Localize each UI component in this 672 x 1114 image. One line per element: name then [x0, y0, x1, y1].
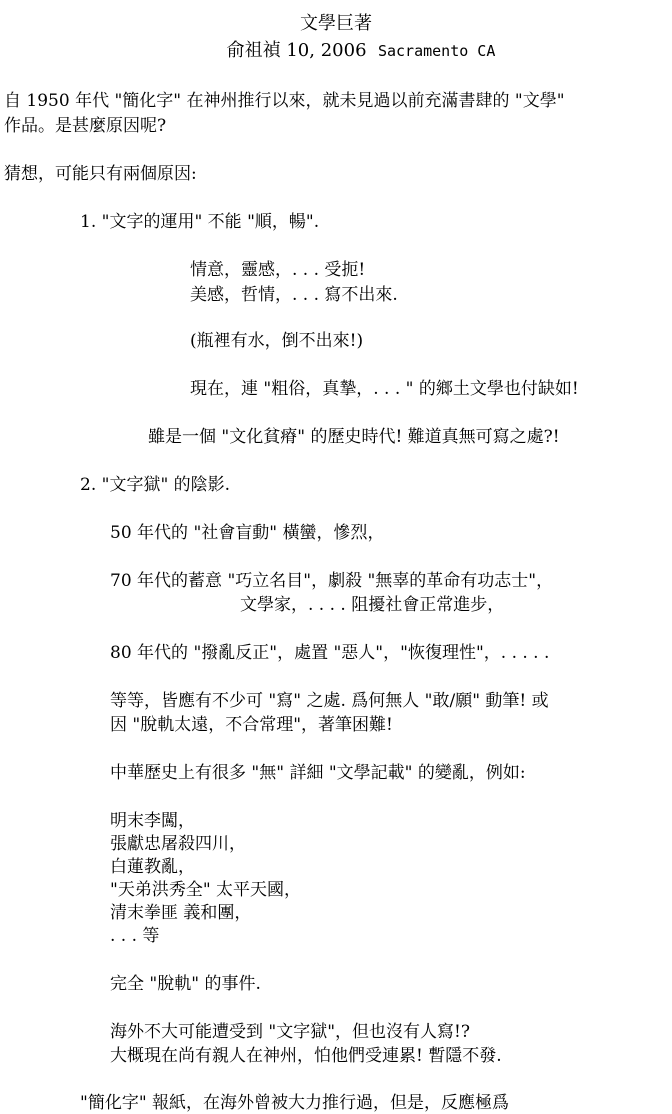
reason-1-line-4: 現在，連 "粗俗，真摯，. . . " 的鄉土文學也付缺如! — [190, 379, 579, 399]
reason-2-derail: 完全 "脫軌" 的事件. — [110, 974, 261, 994]
reason-2-overseas-2: 大概現在尚有親人在神州，怕他們受連累! 暫隱不發. — [110, 1046, 502, 1066]
reason-1-line-1: 情意，靈感，. . . 受扼! — [190, 260, 366, 280]
event-item: 白蓮教亂， — [110, 857, 195, 877]
reason-2-history: 中華歷史上有很多 "無" 詳細 "文學記載" 的變亂，例如: — [110, 763, 526, 783]
reason-2-overseas-1: 海外不大可能遭受到 "文字獄"，但也沒有人寫!? — [110, 1022, 470, 1042]
event-item: . . . 等 — [110, 926, 160, 946]
reason-1-line-5: 雖是一個 "文化貧瘠" 的歷史時代! 難道真無可寫之處?! — [148, 427, 560, 447]
reason-2-70s-b: 文學家，. . . . 阻擾社會正常進步， — [240, 595, 505, 615]
event-item: "天弟洪秀全" 太平天國， — [110, 880, 302, 900]
reason-2-etc-1: 等等，皆應有不少可 "寫" 之處. 爲何無人 "敢/願" 動筆! 或 — [110, 691, 549, 711]
reason-2-50s: 50 年代的 "社會盲動" 橫蠻，慘烈， — [110, 523, 385, 543]
reason-1-line-2: 美感，哲情，. . . 寫不出來. — [190, 285, 398, 305]
reason-1-heading: 1. "文字的運用" 不能 "順，暢". — [80, 212, 320, 232]
reason-2-70s-a: 70 年代的蓄意 "巧立名目"，劇殺 "無辜的革命有功志士"， — [110, 571, 554, 591]
reason-1-line-3: (瓶裡有水，倒不出來!) — [190, 331, 364, 351]
reason-2-80s: 80 年代的 "撥亂反正"，處置 "惡人"，"恢復理性"，. . . . . — [110, 643, 550, 663]
guess-line: 猜想，可能只有兩個原因: — [4, 164, 197, 184]
intro-line-2: 作品。是甚麼原因呢? — [4, 116, 167, 136]
author-name: 俞祖禎 — [226, 40, 281, 61]
reason-2-etc-2: 因 "脫軌太遠，不合常理"，著筆困難! — [110, 715, 393, 735]
date: 10, 2006 — [286, 40, 367, 61]
reason-2-heading: 2. "文字獄" 的陰影. — [80, 475, 231, 495]
closing-line: "簡化字" 報紙，在海外曾被大力推行過，但是，反應極爲 — [80, 1093, 510, 1113]
document-title: 文學巨著 — [300, 13, 372, 34]
byline — [0, 40, 672, 62]
intro-line-1: 自 1950 年代 "簡化字" 在神州推行以來，就未見過以前充滿書肆的 "文學" — [4, 91, 565, 111]
event-item: 清末拳匪 義和團， — [110, 903, 252, 923]
event-item: 張獻忠屠殺四川， — [110, 834, 246, 854]
event-item: 明末李闖， — [110, 811, 195, 831]
location: Sacramento CA — [377, 42, 496, 60]
